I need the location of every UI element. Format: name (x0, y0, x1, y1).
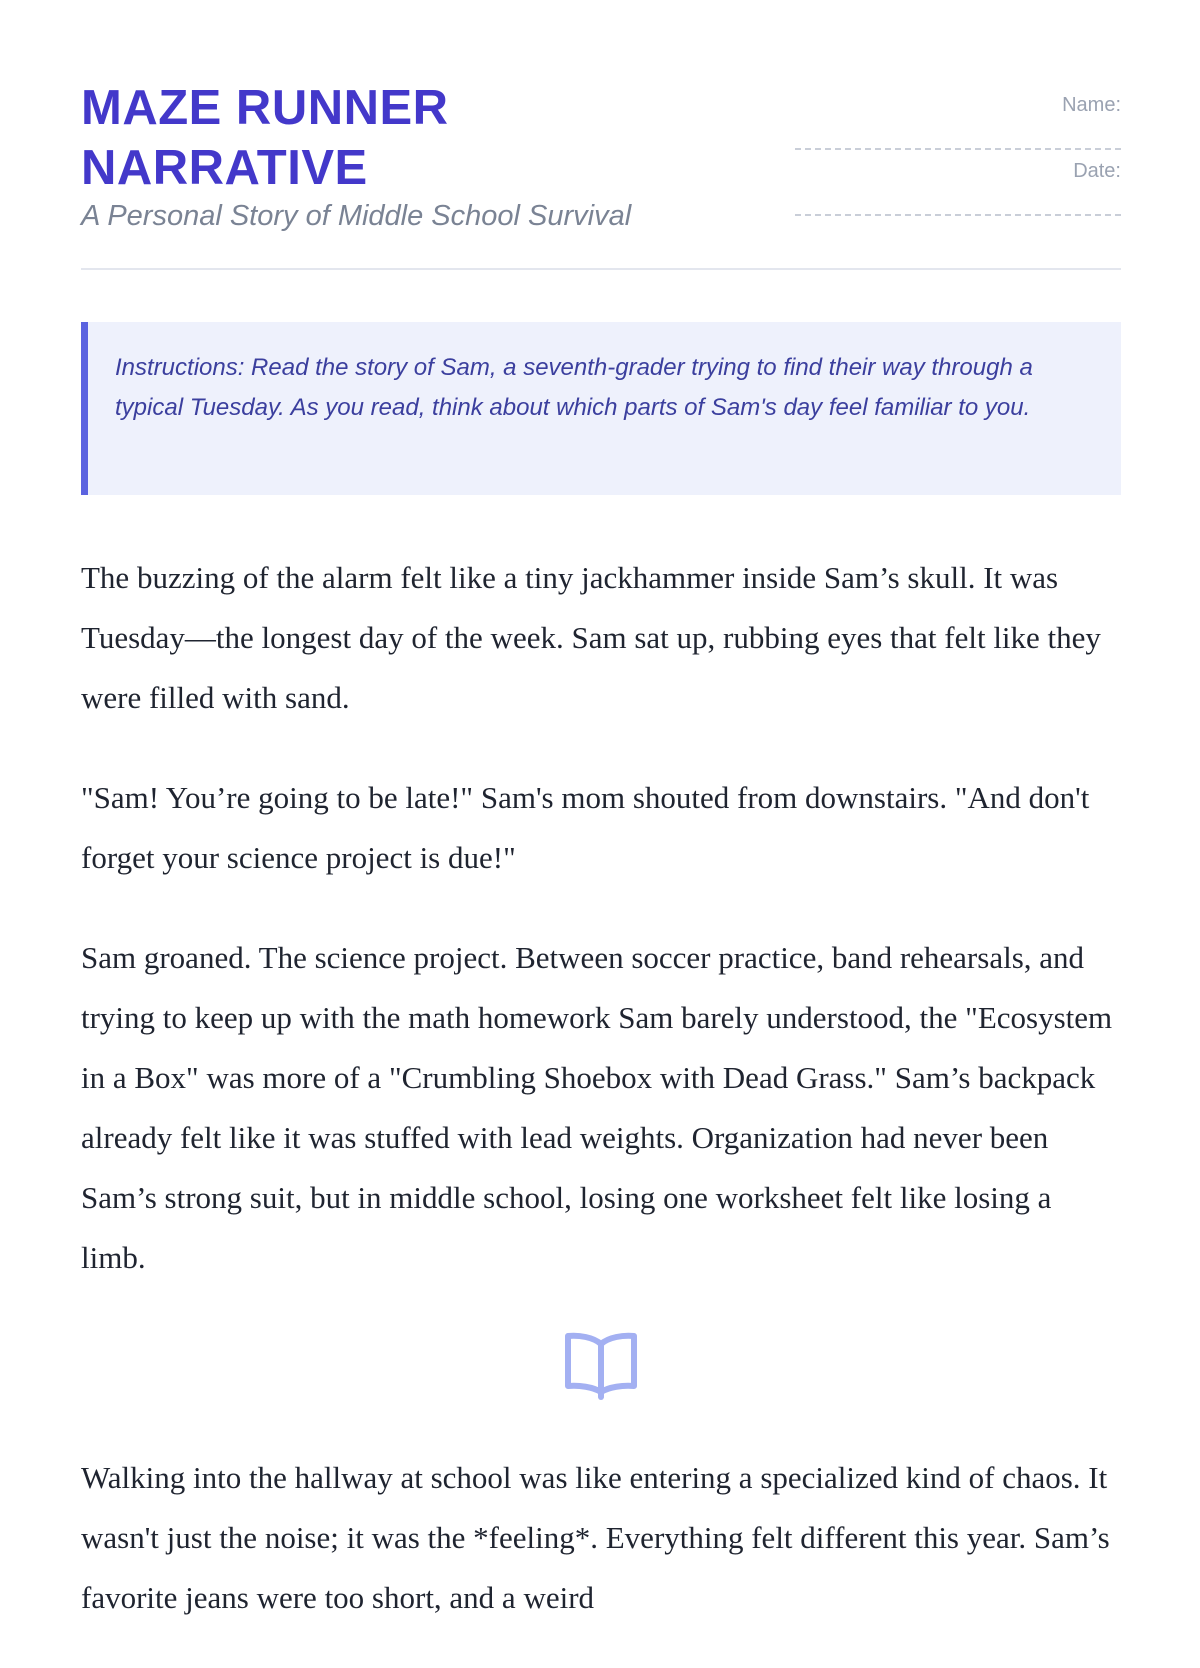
worksheet-title (81, 78, 449, 198)
title-line-1: MAZE RUNNER (81, 81, 449, 135)
story-body (81, 548, 1121, 1668)
name-blank-line[interactable] (795, 148, 1121, 150)
story-paragraph-4: Walking into the hallway at school was like entering a specialized kind of chaos. It wasn't just the noise; it was the *feeling*. Everything felt different this year. Sam’s favorite jeans were too short, and a weird (81, 1460, 1110, 1615)
story-paragraph-2: "Sam! You’re going to be late!" Sam's mom shouted from downstairs. "And don't forget your science project is due!" (81, 780, 1090, 875)
story-paragraph-1: The buzzing of the alarm felt like a tiny jackhammer inside Sam’s skull. It was Tuesday—the longest day of the week. Sam sat up, rubbing eyes that felt like they were filled with sand. (81, 560, 1101, 715)
story-paragraph-3: Sam groaned. The science project. Between soccer practice, band rehearsals, and trying to keep up with the math homework Sam barely understood, the "Ecosystem in a Box" was more of a "Crumbling Shoebox with Dead Grass." Sam’s backpack already felt like it was stuffed with lead weights. Organization had never been Sam’s strong suit, but in middle school, losing one worksheet felt like losing a limb. (81, 940, 1113, 1275)
title-line-2: NARRATIVE (81, 141, 368, 195)
instructions-box (81, 322, 1121, 495)
date-blank-line[interactable] (795, 214, 1121, 216)
student-info (795, 90, 1121, 222)
instructions-text: Instructions: Read the story of Sam, a seventh-grader trying to find their way through a typical Tuesday. As you read, think about which parts of Sam's day feel familiar to you. (115, 354, 1033, 421)
worksheet-header (81, 0, 1121, 270)
section-divider (81, 1328, 1121, 1448)
name-label: Name: (1062, 94, 1121, 116)
date-label: Date: (1073, 160, 1121, 182)
worksheet-subtitle: A Personal Story of Middle School Survival (81, 200, 632, 232)
date-row (795, 156, 1121, 222)
worksheet-page (81, 0, 1121, 1615)
open-book-icon (563, 1330, 639, 1400)
name-row (795, 90, 1121, 156)
